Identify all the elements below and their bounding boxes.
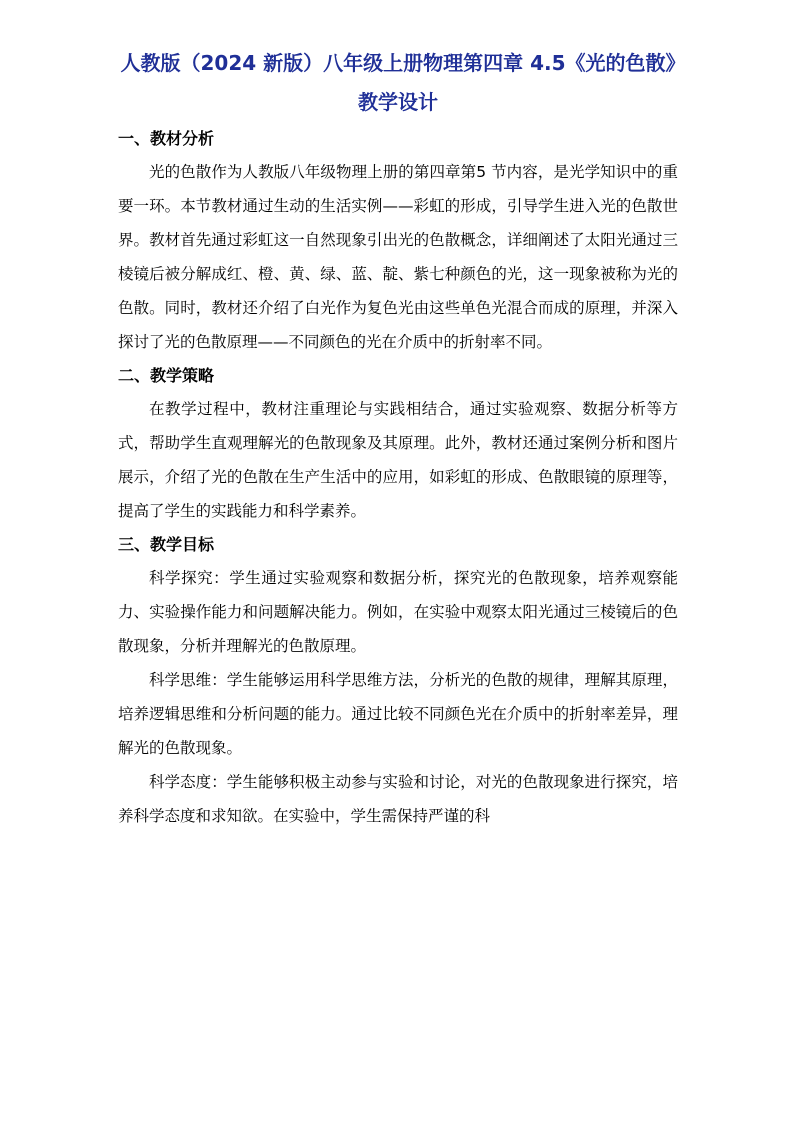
paragraph-textbook-analysis: 光的色散作为人教版八年级物理上册的第四章第5 节内容，是光学知识中的重要一环。本节教材通过生动的生活实例——彩虹的形成，引导学生进入光的色散世界。教材首先通过彩虹这一自然现象引出光的色散概念，详细阐述了太阳光通过三棱镜后被分解成红、橙、黄、绿、蓝、靛、紫七种颜色的光，这一现象被称为光的色散。同时，教材还介绍了白光作为复色光由这些单色光混合而成的原理，并深入探讨了光的色散原理——不同颜色的光在介质中的折射率不同。: [118, 163, 678, 351]
paragraph-scientific-attitude: 科学态度：学生能够积极主动参与实验和讨论，对光的色散现象进行探究，培养科学态度和求知欲。在实验中，学生需保持严谨的科: [118, 773, 678, 825]
paragraph-scientific-thinking: 科学思维：学生能够运用科学思维方法，分析光的色散的规律，理解其原理，培养逻辑思维和分析问题的能力。通过比较不同颜色光在介质中的折射率差异，理解光的色散现象。: [118, 671, 678, 757]
section-textbook-analysis: [118, 122, 678, 359]
section-heading-textbook-analysis: 一、教材分析: [118, 129, 215, 148]
section-heading-teaching-strategy: 二、教学策略: [118, 366, 215, 385]
section-teaching-strategy: [118, 359, 678, 528]
section-heading-teaching-objectives: 三、教学目标: [118, 535, 215, 554]
document-page: [118, 44, 678, 833]
section-teaching-objectives: [118, 528, 678, 833]
document-title: 人教版（2024 新版）八年级上册物理第四章 4.5《光的色散》教学设计: [120, 51, 676, 114]
paragraph-scientific-inquiry: 科学探究：学生通过实验观察和数据分析，探究光的色散现象，培养观察能力、实验操作能力和问题解决能力。例如，在实验中观察太阳光通过三棱镜后的色散现象，分析并理解光的色散原理。: [118, 569, 678, 655]
paragraph-teaching-strategy: 在教学过程中，教材注重理论与实践相结合，通过实验观察、数据分析等方式，帮助学生直观理解光的色散现象及其原理。此外，教材还通过案例分析和图片展示，介绍了光的色散在生产生活中的应用，如彩虹的形成、色散眼镜的原理等，提高了学生的实践能力和科学素养。: [118, 400, 678, 520]
